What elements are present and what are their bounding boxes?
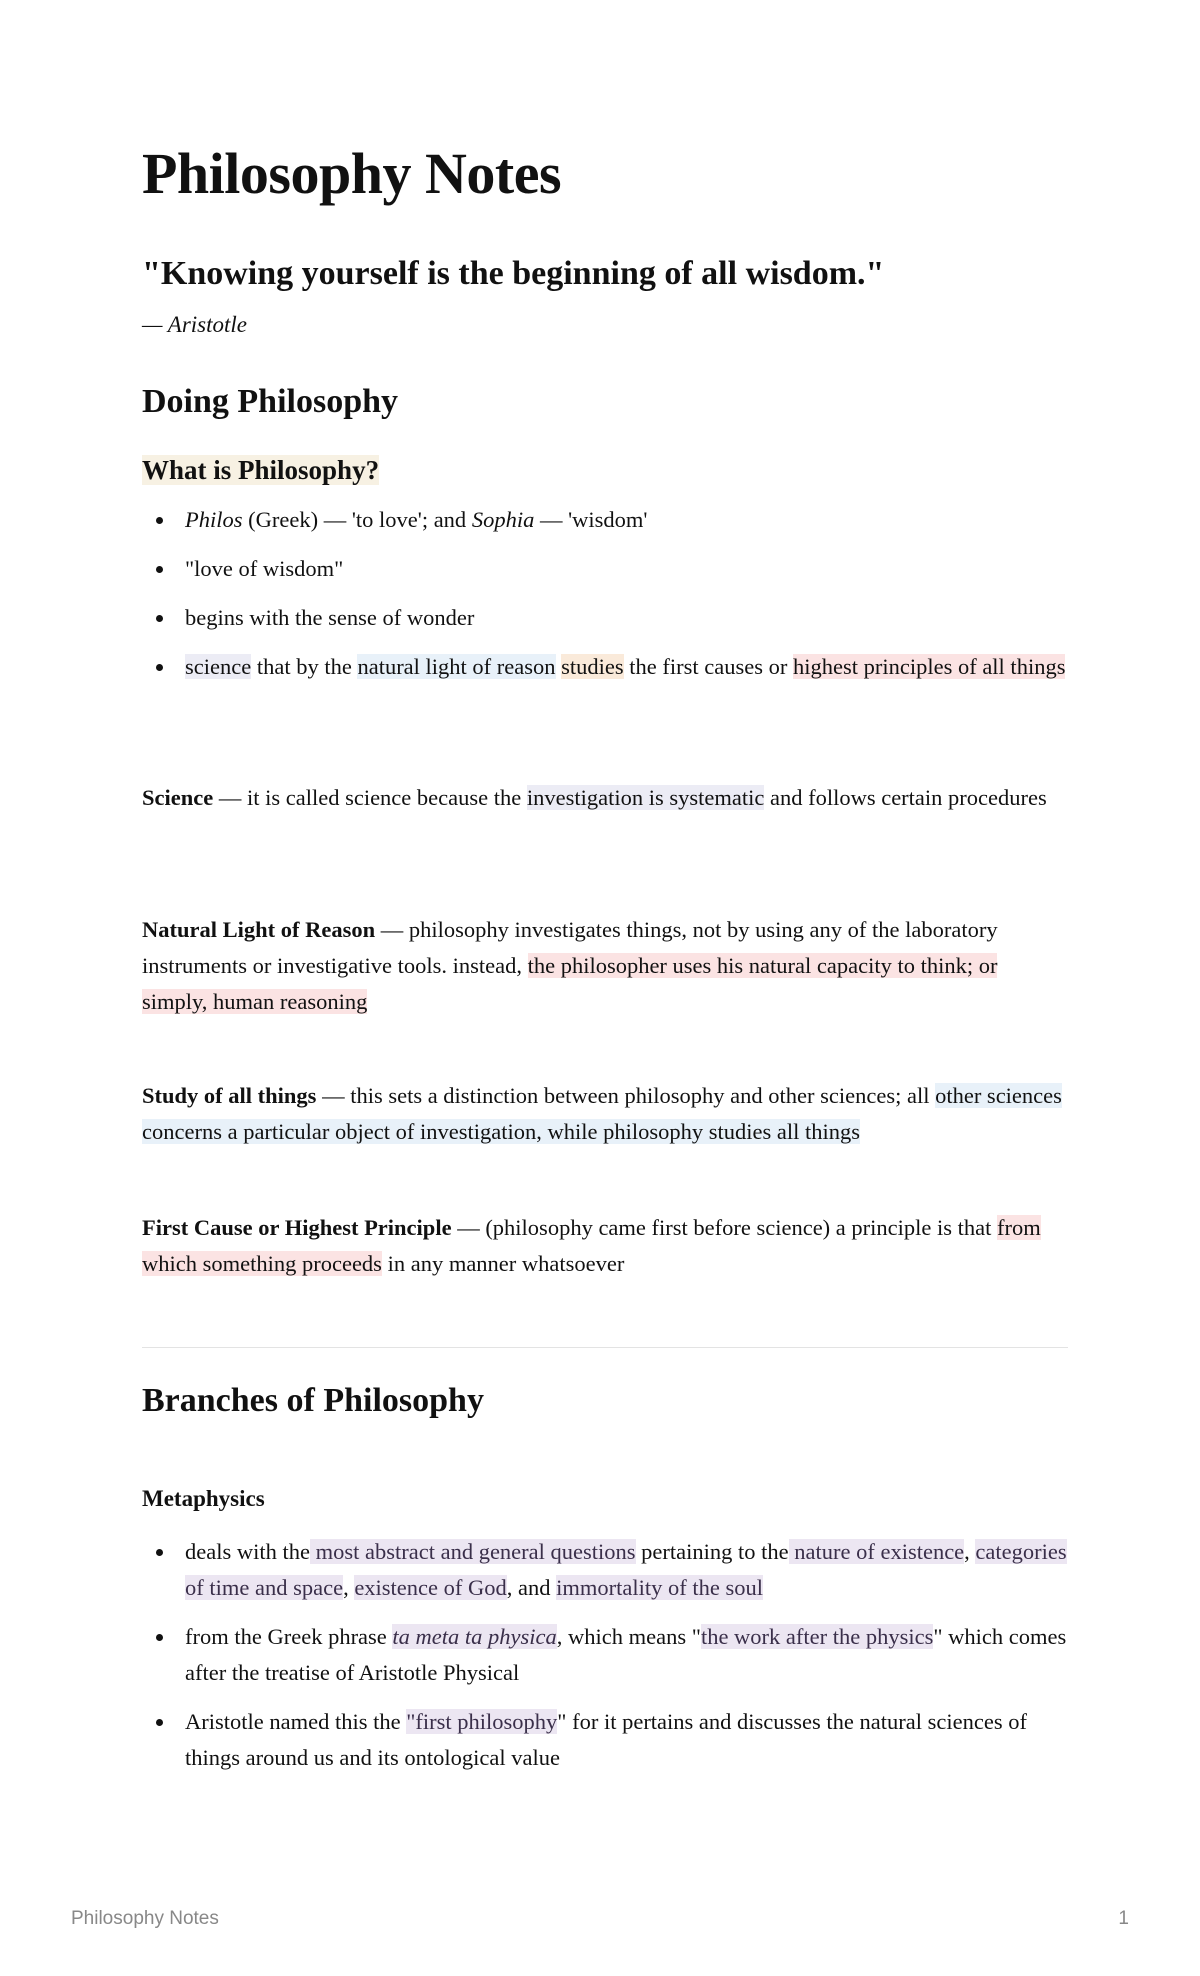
list-item: deals with the most abstract and general questions pertaining to the nature of existence, categories of time and space, existence of God, and immortality of the soul [142, 1534, 1068, 1606]
section-heading-doing-philosophy: Doing Philosophy [142, 383, 399, 420]
page-title: Philosophy Notes [142, 141, 562, 206]
definition-first-cause: First Cause or Highest Principle — (philosophy came first before science) a principle is that from which something proceeds in any manner whatsoever [142, 1215, 1041, 1276]
definition-study-of-all-things: Study of all things — this sets a distinction between philosophy and other sciences; all other sciences concerns a particular object of investigation, while philosophy studies all things [142, 1083, 1062, 1144]
list-item: from the Greek phrase ta meta ta physica, which means "the work after the physics" which comes after the treatise of Aristotle Physical [142, 1619, 1068, 1691]
section-divider [142, 1347, 1068, 1348]
list-item: begins with the sense of wonder [142, 600, 1068, 636]
subheading-what-is-philosophy: What is Philosophy? [142, 455, 380, 485]
definition-natural-light-of-reason: Natural Light of Reason — philosophy investigates things, not by using any of the laboratory instruments or investigative tools. instead, the philosopher uses his natural capacity to think; or simply, human reasoning [142, 917, 998, 1014]
list-item: science that by the natural light of reason studies the first causes or highest principles of all things [142, 649, 1068, 685]
section-heading-branches: Branches of Philosophy [142, 1382, 484, 1419]
quote-attribution: — Aristotle [142, 312, 248, 337]
philosophy-definition-list [142, 502, 1068, 685]
list-item: "love of wisdom" [142, 551, 1068, 587]
list-item: Aristotle named this the "first philosophy" for it pertains and discusses the natural sciences of things around us and its ontological value [142, 1704, 1068, 1776]
subheading-metaphysics: Metaphysics [142, 1486, 265, 1511]
page-number: 1 [1118, 1908, 1129, 1929]
list-item: Philos (Greek) — 'to love'; and Sophia — 'wisdom' [142, 502, 1068, 538]
footer-title: Philosophy Notes [71, 1908, 219, 1929]
definition-science: Science — it is called science because the investigation is systematic and follows certain procedures [142, 785, 1047, 810]
metaphysics-list [142, 1534, 1068, 1776]
epigraph-quote: "Knowing yourself is the beginning of all wisdom." [142, 255, 885, 292]
